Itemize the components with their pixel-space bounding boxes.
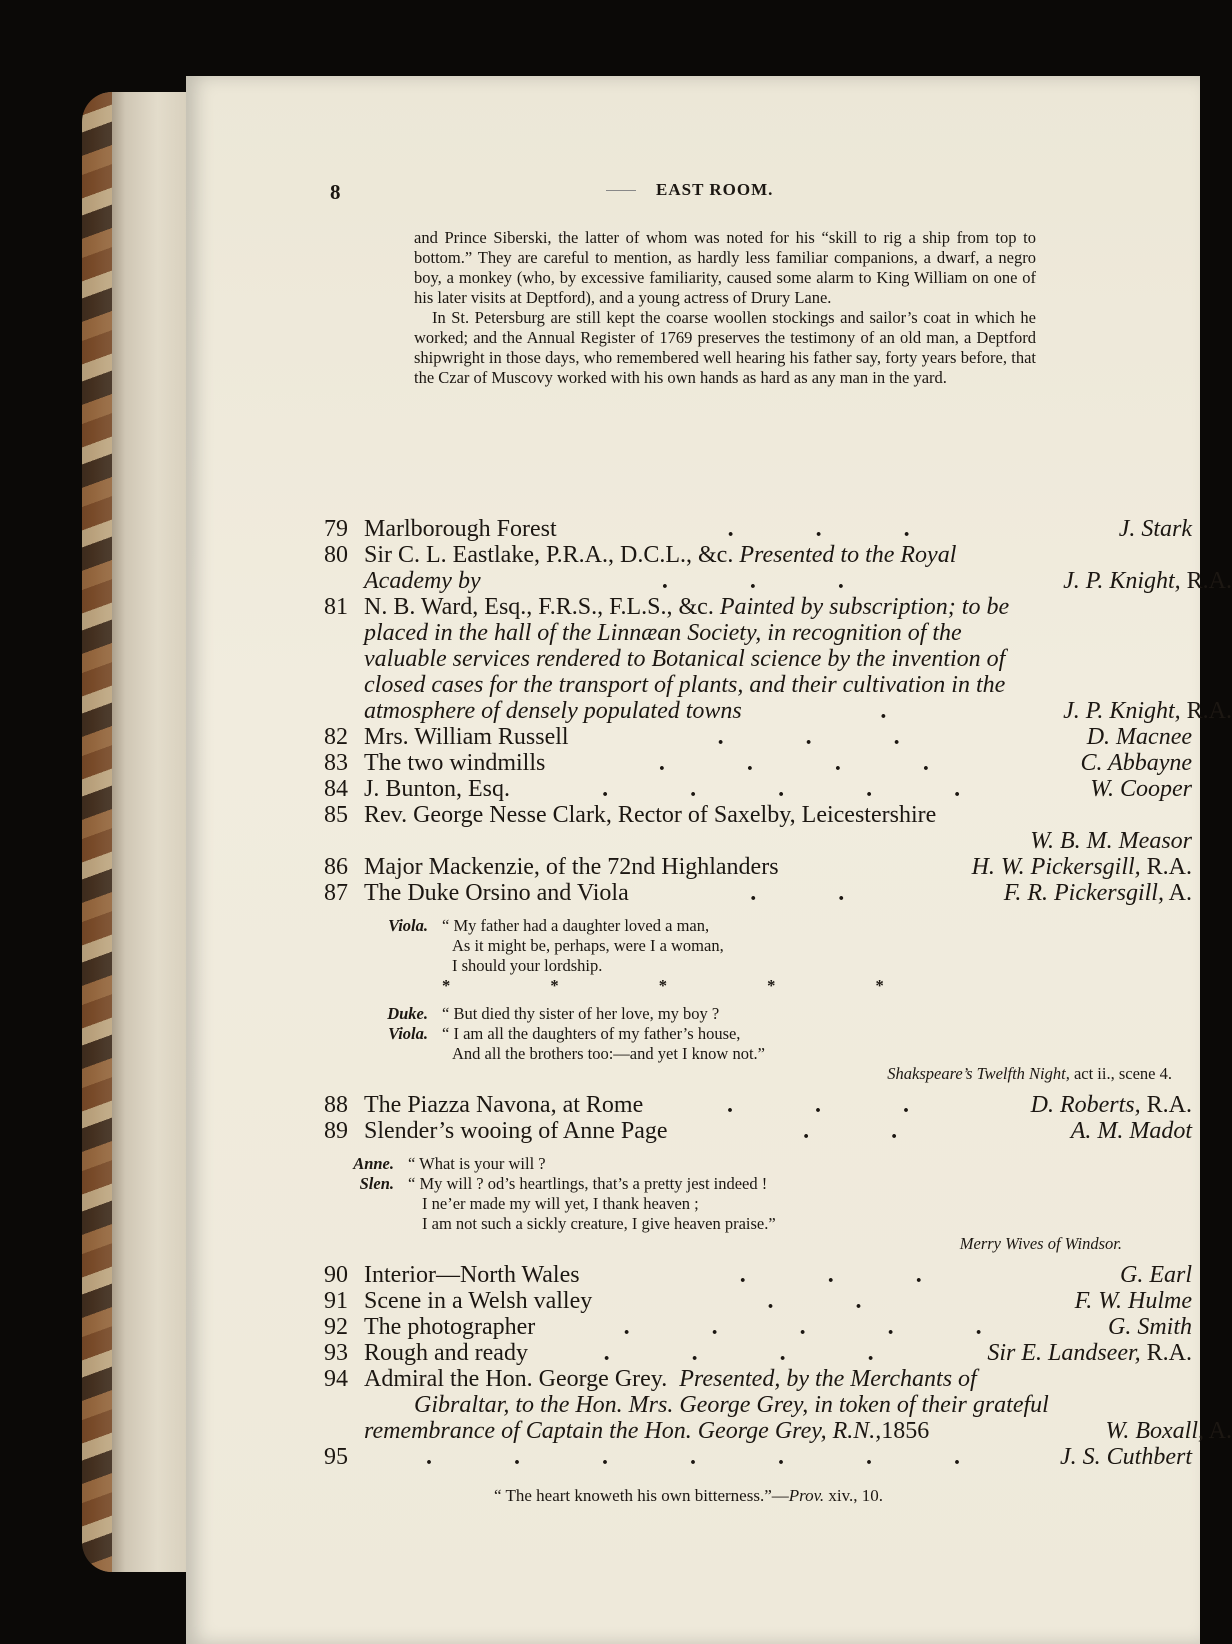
entry-number: 91 (324, 1288, 348, 1314)
verse-line: I ne’er made my will yet, I thank heaven ; (422, 1194, 699, 1213)
verse-line: I am not such a sickly creature, I give heaven praise.” (422, 1214, 776, 1233)
entry-note: closed cases for the transport of plants, and their cultivation in the (364, 672, 1006, 698)
entry-title: Mrs. William Russell (364, 724, 569, 750)
entry-title: Rev. George Nesse Clark, Rector of Saxelby, Leicestershire (364, 802, 937, 828)
verse-quotation (324, 916, 1192, 1084)
verse-line: “ What is your will ? (408, 1154, 546, 1173)
entry-title: The Duke Orsino and Viola (364, 880, 629, 906)
speaker-name: Slen. (359, 1174, 394, 1193)
dot-leader: . . . . . (602, 776, 999, 802)
entry-note: Gibraltar, to the Hon. Mrs. George Grey, in token of their grateful (414, 1392, 1049, 1418)
artist-name: W. Boxall, A. (1105, 1418, 1232, 1444)
catalogue-entry (324, 1340, 1192, 1366)
artist-name: F. W. Hulme (1074, 1288, 1192, 1314)
entry-number: 95 (324, 1444, 348, 1470)
entry-title: The Piazza Navona, at Rome (364, 1092, 644, 1118)
catalogue-entry (324, 776, 1192, 802)
entry-number: 92 (324, 1314, 348, 1340)
dot-leader: . (880, 698, 925, 724)
catalogue-entry (324, 802, 1192, 854)
entry-number: 87 (324, 880, 348, 906)
catalogue-entry (324, 880, 1192, 906)
artist-name: W. B. M. Measor (1030, 828, 1192, 854)
book-page (186, 76, 1232, 1644)
entry-title: J. Bunton, Esq. (364, 776, 511, 802)
dot-leader: . . . . . (623, 1314, 1020, 1340)
entry-number: 81 (324, 594, 348, 620)
entry-title: Sir C. L. Eastlake, P.R.A., D.C.L., &c. (364, 542, 734, 568)
artist-name: H. W. Pickersgill, R.A. (971, 854, 1192, 880)
entry-number: 82 (324, 724, 348, 750)
entry-title: The two windmills (364, 750, 546, 776)
entry-note: Presented to the Royal (739, 542, 957, 568)
entry-note: Presented, by the Merchants of (679, 1366, 977, 1392)
catalogue-entry (324, 1118, 1192, 1144)
catalogue-entry (324, 1092, 1192, 1118)
closing-quotation: “ The heart knoweth his own bitterness.”—Prov. xiv., 10. (494, 1486, 884, 1505)
entry-title: The photographer (364, 1314, 536, 1340)
artist-name: J. P. Knight, R.A. (1063, 568, 1232, 594)
entry-title: N. B. Ward, Esq., F.R.S., F.L.S., &c. (364, 594, 714, 620)
entry-note: remembrance of Captain the Hon. George Grey, R.N., (364, 1418, 882, 1444)
verse-line: “ But died thy sister of her love, my boy ? (442, 1004, 720, 1023)
dot-leader: . . . . (658, 750, 967, 776)
entry-note: placed in the hall of the Linnæan Society, in recognition of the (364, 620, 962, 646)
catalogue-entries (324, 516, 1232, 1506)
catalogue-entry (324, 1288, 1192, 1314)
dot-leader: . . . (717, 724, 938, 750)
catalogue-entry (324, 724, 1192, 750)
entry-title: Rough and ready (364, 1340, 528, 1366)
prose-text (414, 228, 1036, 388)
dot-leader: . . . (739, 1262, 960, 1288)
verse-line: I should your lordship. (452, 956, 603, 975)
dot-leader: . . (803, 1118, 936, 1144)
entry-number: 85 (324, 802, 348, 828)
verse-line: And all the brothers too:—and yet I know not.” (452, 1044, 765, 1063)
dot-leader: . . (767, 1288, 900, 1314)
speaker-name: Viola. (388, 916, 428, 935)
entry-number: 83 (324, 750, 348, 776)
entry-title: Marlborough Forest (364, 516, 557, 542)
entry-note: valuable services rendered to Botanical science by the invention of (364, 646, 1006, 672)
entry-number: 84 (324, 776, 348, 802)
speaker-name: Duke. (387, 1004, 428, 1023)
verse-line: “ My will ? od’s heartlings, that’s a pretty jest indeed ! (408, 1174, 768, 1193)
entry-number: 88 (324, 1092, 348, 1118)
entry-number: 90 (324, 1262, 348, 1288)
artist-name: G. Smith (1108, 1314, 1192, 1340)
artist-name: F. R. Pickersgill, A. (1003, 880, 1192, 906)
catalogue-entry (324, 854, 1192, 880)
verse-quotation (324, 1154, 1192, 1254)
entry-title: Interior—North Wales (364, 1262, 580, 1288)
prose-paragraph: In St. Petersburg are still kept the coarse woollen stockings and sailor’s coat in which he worked; and the Annual Register of 1769 preserves the testimony of an old man, a Deptford shipwright in those days, who remembered well hearing his father say, forty years before, that the Czar of Muscovy worked with his own hands as hard as any man in the yard. (414, 308, 1036, 387)
speaker-name: Viola. (388, 1024, 428, 1043)
prose-paragraph: and Prince Siberski, the latter of whom was noted for his “skill to rig a ship from top to bottom.” They are careful to mention, as hardly less familiar companions, a dwarf, a negro boy, a monkey (who, by excessive familiarity, caused some alarm to King William on one of his later visits at Deptford), and a young actress of Drury Lane. (414, 228, 1036, 307)
entry-title: Major Mackenzie, of the 72nd Highlanders (364, 854, 779, 880)
dot-leader: . . . . . . . (426, 1444, 998, 1470)
page-number: 8 (330, 180, 341, 204)
entry-number: 86 (324, 854, 348, 880)
running-title: EAST ROOM. (656, 180, 774, 199)
entry-number: 80 (324, 542, 348, 568)
artist-name: D. Roberts, R.A. (1030, 1092, 1192, 1118)
catalogue-entry (324, 1444, 1192, 1470)
catalogue-entry (324, 1314, 1192, 1340)
artist-name: W. Cooper (1090, 776, 1192, 802)
entry-number: 93 (324, 1340, 348, 1366)
artist-name: A. M. Madot (1070, 1118, 1192, 1144)
dot-leader: . . (750, 880, 883, 906)
catalogue-entry (324, 594, 1232, 724)
marbled-edge (82, 92, 112, 1572)
entry-number: 79 (324, 516, 348, 542)
entry-title: Scene in a Welsh valley (364, 1288, 593, 1314)
artist-name: Sir E. Landseer, R.A. (987, 1340, 1192, 1366)
entry-number: 89 (324, 1118, 348, 1144)
dot-leader: . . . (726, 1092, 947, 1118)
page-header (186, 180, 1200, 210)
artist-name: J. P. Knight, R.A. (1063, 698, 1232, 724)
header-rule (606, 190, 636, 191)
catalogue-entry (324, 542, 1232, 594)
artist-name: G. Earl (1120, 1262, 1192, 1288)
catalogue-entry (324, 750, 1192, 776)
ellipsis-stars: * * * * * (442, 976, 932, 995)
catalogue-entry (324, 1262, 1192, 1288)
artist-name: D. Macnee (1086, 724, 1192, 750)
entry-number: 94 (324, 1366, 348, 1392)
dot-leader: . . . . (603, 1340, 912, 1366)
entry-note: Academy by (364, 568, 481, 594)
verse-line: As it might be, perhaps, were I a woman, (452, 936, 724, 955)
quotation-source: Shakspeare’s Twelfth Night, act ii., scene 4. (887, 1064, 1172, 1083)
verse-line: “ My father had a daughter loved a man, (442, 916, 710, 935)
quotation-source: Merry Wives of Windsor. (959, 1234, 1122, 1253)
catalogue-entry (324, 516, 1192, 542)
artist-name: C. Abbayne (1080, 750, 1192, 776)
entry-title: Slender’s wooing of Anne Page (364, 1118, 668, 1144)
dot-leader: . . . (727, 516, 948, 542)
entry-title: Admiral the Hon. George Grey. (364, 1366, 668, 1392)
entry-note: atmosphere of densely populated towns (364, 698, 742, 724)
catalogue-entry (324, 1366, 1232, 1444)
artist-name: J. Stark (1118, 516, 1192, 542)
speaker-name: Anne. (353, 1154, 394, 1173)
artist-name: J. S. Cuthbert (1060, 1444, 1192, 1470)
entry-note: Painted by subscription; to be (719, 594, 1010, 620)
entry-year: 1856 (881, 1418, 930, 1444)
dot-leader: . . . (661, 568, 882, 594)
verse-line: “ I am all the daughters of my father’s house, (442, 1024, 741, 1043)
